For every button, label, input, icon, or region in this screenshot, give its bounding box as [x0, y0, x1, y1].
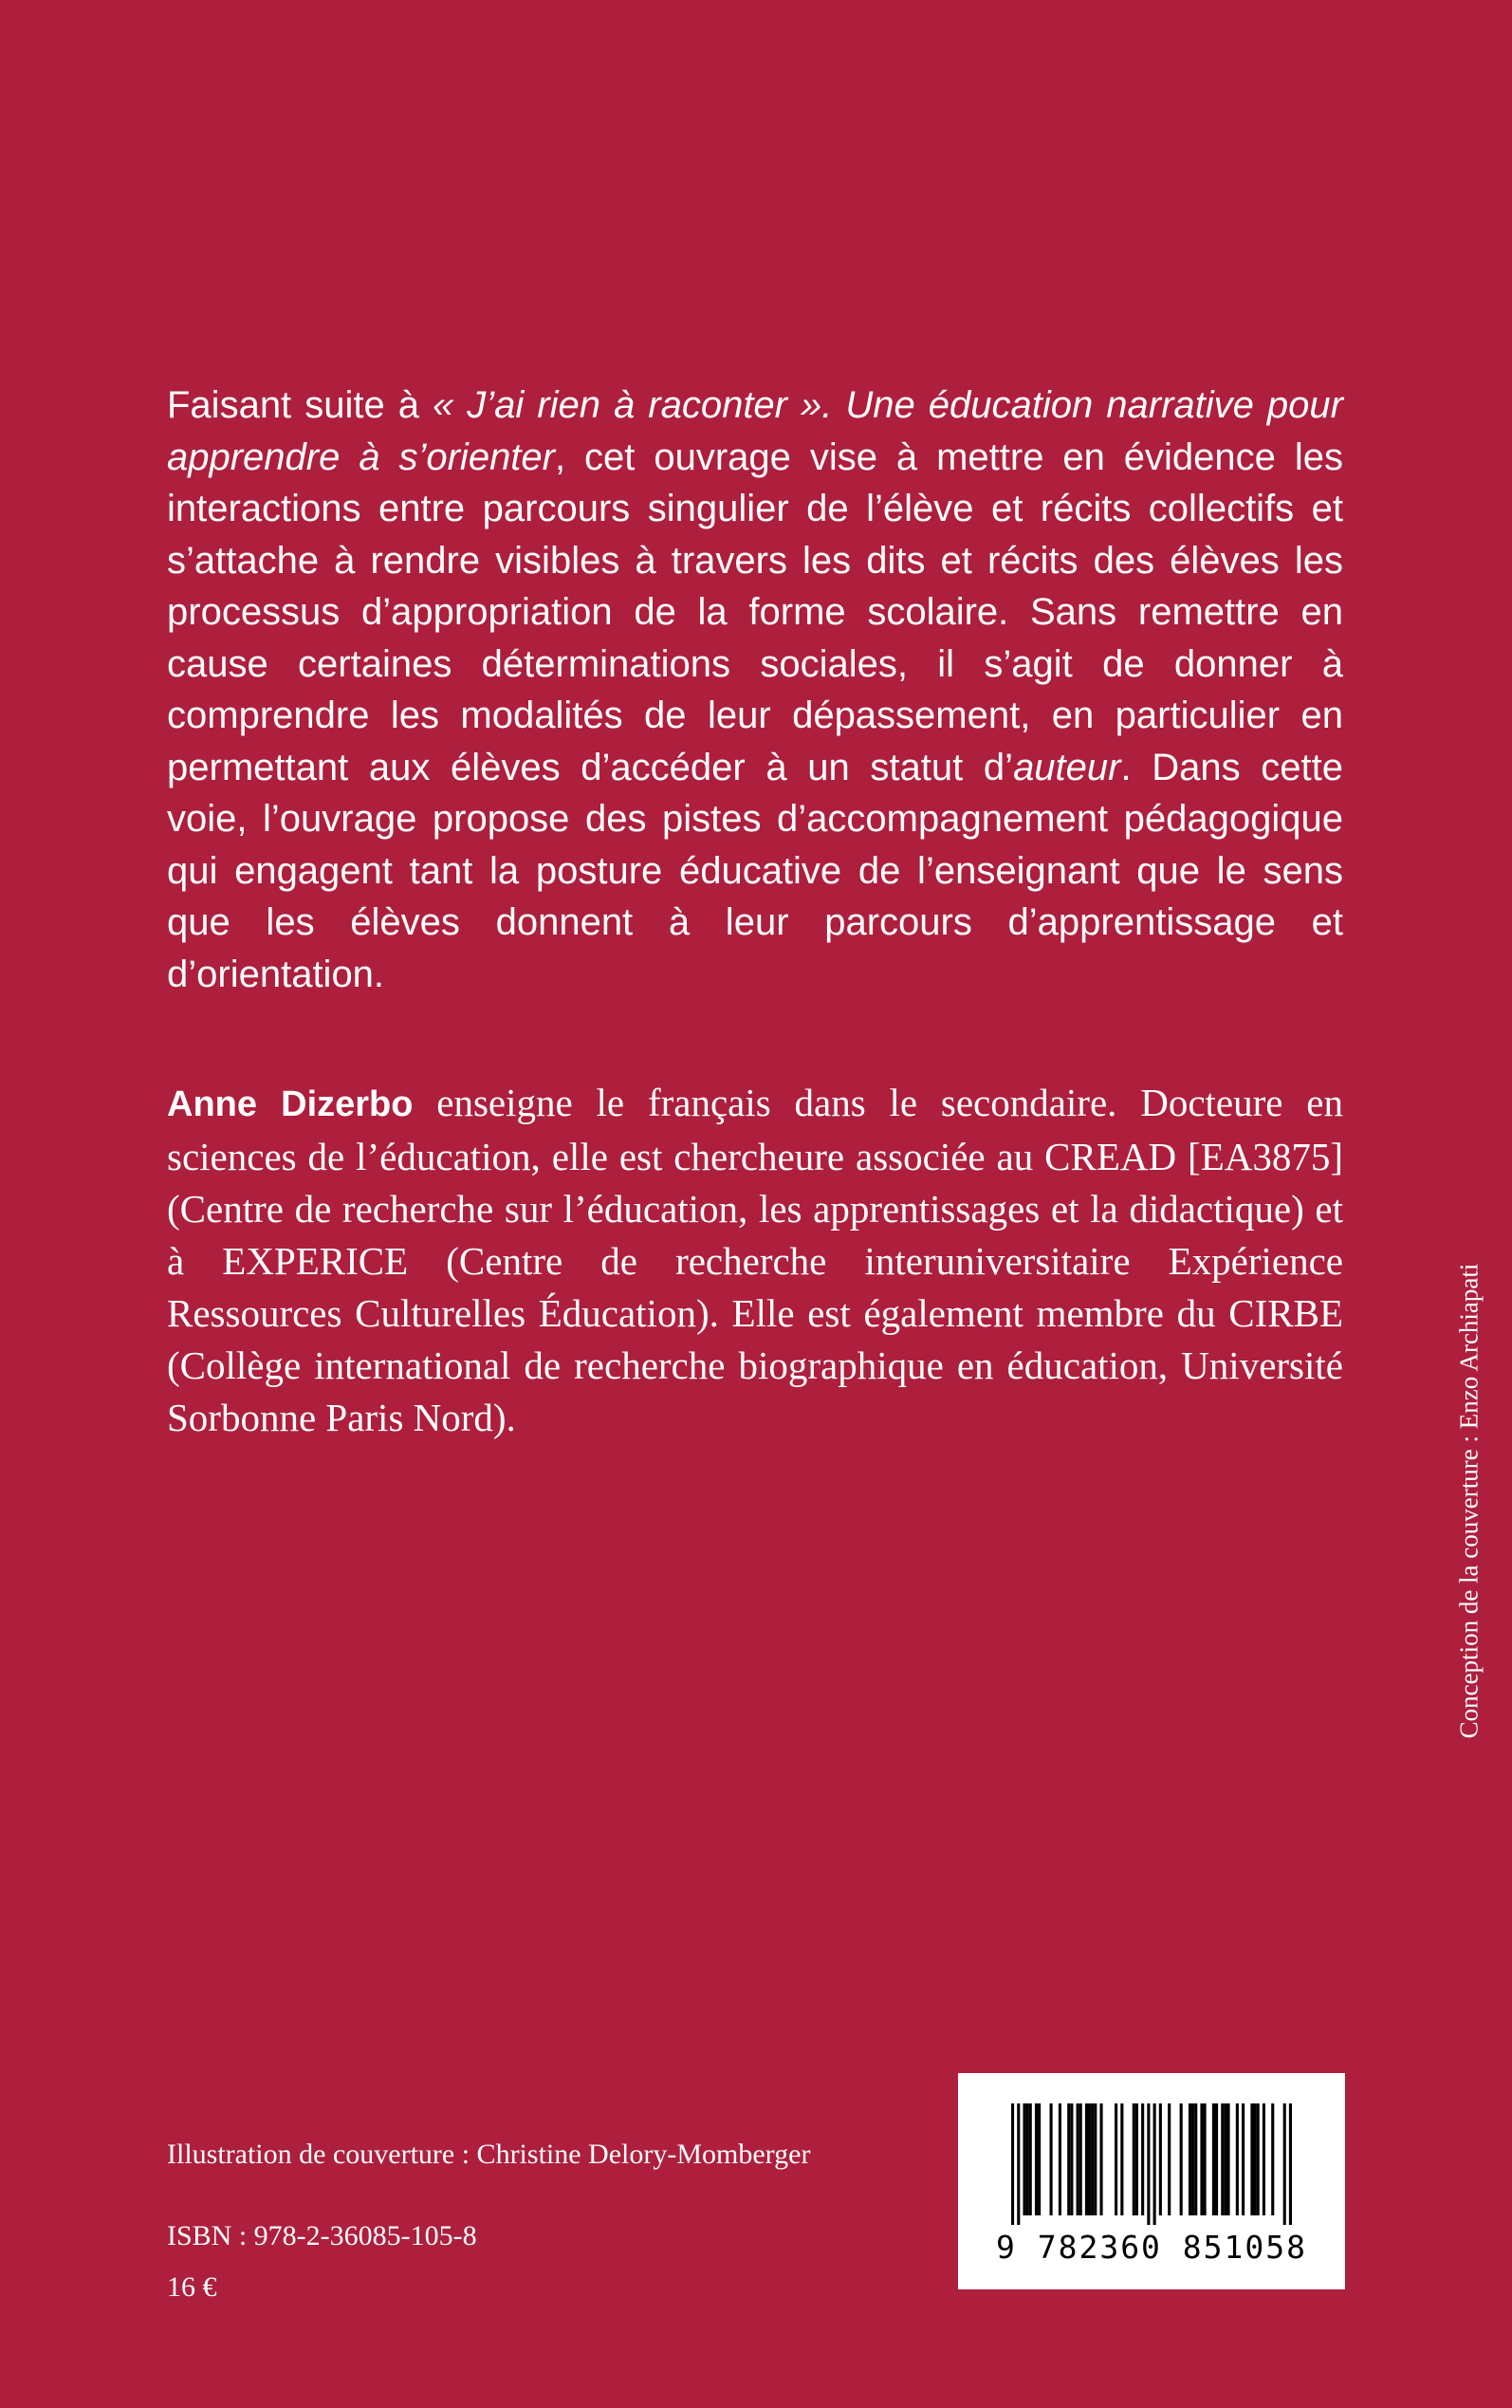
barcode-bar — [1236, 2103, 1239, 2215]
barcode-bar — [1079, 2103, 1082, 2215]
barcode-bar — [1215, 2103, 1218, 2215]
barcode-bar — [1189, 2103, 1191, 2215]
barcode-bar — [1050, 2103, 1053, 2215]
barcode-bar — [1026, 2103, 1029, 2215]
isbn: ISBN : 978-2-36085-105-8 — [167, 2220, 477, 2251]
barcode-bar — [1263, 2103, 1265, 2215]
author-bio — [167, 1077, 1343, 1444]
barcode-bar — [1135, 2103, 1138, 2215]
summary-text-1: , cet ouvrage vise à mettre en évidence les interactions entre parcours singulier de l’élève et récits collectifs et s’attache à rendre visibles à travers les dits et récits des élèves les processus d’appropriation de la forme scolaire. Sans remettre en cause certaines déterminations sociales, il s’agit de donner à comprendre les modalités de leur dépassement, en particulier en permettant aux élèves d’accéder à un statut d’ — [167, 435, 1343, 788]
price: 16 € — [167, 2271, 217, 2303]
barcode-bar — [1133, 2103, 1135, 2215]
barcode-bar — [1180, 2103, 1183, 2215]
barcode-bar — [1226, 2103, 1229, 2215]
summary-intro: Faisant suite à — [167, 384, 433, 426]
barcode-bar — [1153, 2103, 1156, 2225]
barcode-bar — [1011, 2103, 1014, 2225]
barcode-bar — [1070, 2103, 1073, 2215]
barcode-bar — [1257, 2103, 1260, 2215]
barcode-bar — [1289, 2103, 1292, 2225]
barcode-bar — [1271, 2103, 1274, 2215]
illustration-credit: Illustration de couverture : Christine Delory-Momberger — [167, 2139, 811, 2170]
back-cover-summary — [167, 380, 1343, 1000]
barcode-bar — [1194, 2103, 1197, 2215]
barcode-bar — [1085, 2103, 1088, 2215]
barcode-bar — [1094, 2103, 1097, 2215]
barcode-bar — [1088, 2103, 1091, 2215]
barcode-bar — [1035, 2103, 1038, 2215]
barcode-bar — [1159, 2103, 1162, 2215]
barcode-bar — [1212, 2103, 1215, 2215]
barcode-bar — [1059, 2103, 1061, 2215]
barcode-bar — [1147, 2103, 1150, 2225]
barcode-bar — [1029, 2103, 1032, 2215]
barcode-bar — [1023, 2103, 1025, 2215]
barcode-bar — [1221, 2103, 1224, 2215]
barcode-bar — [1038, 2103, 1041, 2215]
barcode-bar — [1283, 2103, 1286, 2225]
barcode-bar — [1253, 2103, 1256, 2215]
barcode-bar — [1067, 2103, 1070, 2215]
barcode-bar — [1120, 2103, 1123, 2215]
barcode-bar — [1224, 2103, 1226, 2215]
cover-design-credit: Conception de la couverture : Enzo Archiapati — [1454, 1263, 1484, 1739]
barcode-bar — [1017, 2103, 1020, 2225]
barcode-bar — [1191, 2103, 1194, 2215]
summary-text-2: . Dans cette voie, l’ouvrage propose des pistes d’accompagnement pédagogique qui engagent tant la posture éducative de l’enseignant que le sens que les élèves donnent à leur parcours d’apprentissage et d’orientation. — [167, 746, 1344, 995]
barcode-bars — [1011, 2103, 1292, 2225]
barcode-bar — [1077, 2103, 1079, 2215]
barcode-bar — [1091, 2103, 1094, 2215]
barcode-bar — [1204, 2103, 1207, 2215]
barcode-number: 9 782360 851058 — [995, 2229, 1307, 2266]
barcode-bar — [1141, 2103, 1144, 2215]
summary-emphasis: auteur — [1013, 746, 1121, 788]
barcode-bar — [1168, 2103, 1171, 2215]
barcode-bar — [1099, 2103, 1102, 2215]
author-bio-text: enseigne le français dans le secondaire. Docteure en sciences de l’éducation, elle est chercheure associée au CREAD [EA3875] (Centre de recherche sur l’éducation, les apprentissages et la didactique) et à EXPERICE (Centre de recherche interuniversitaire Expérience Ressources Culturelles Éducation). Elle est également membre du CIRBE (Collège international de recherche biographique en éducation, Université Sorbonne Paris Nord). — [167, 1081, 1343, 1439]
previous-book-title: « J’ai rien à raconter ». Une éducation narrative pour apprendre à s’orienter — [167, 384, 1343, 478]
barcode-bar — [1242, 2103, 1245, 2215]
barcode-bar — [1250, 2103, 1253, 2215]
author-name: Anne Dizerbo — [167, 1084, 414, 1124]
barcode-bar — [1115, 2103, 1117, 2215]
barcode — [958, 2073, 1345, 2289]
barcode-bar — [1200, 2103, 1203, 2215]
